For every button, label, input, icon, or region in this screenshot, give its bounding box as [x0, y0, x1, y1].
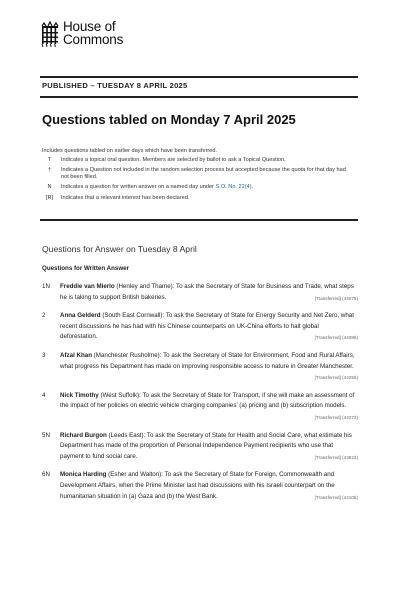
- member-name: Richard Burgon: [60, 431, 107, 439]
- question-body: [60, 391, 358, 424]
- question-text: To ask the Secretary of State for Transport, if she will make an assessment of the impact of her policies on electric vehicle charging companies’ (a) pricing and (b) subscription models.: [60, 391, 355, 410]
- published-date: PUBLISHED – TUESDAY 8 APRIL 2025: [42, 81, 188, 90]
- constituency: (West Suffolk):: [100, 391, 141, 399]
- legend-symbol: T: [47, 157, 52, 163]
- member-name: Anna Gelderd: [60, 312, 101, 320]
- legend-text-with-link: [61, 184, 352, 191]
- legend-symbol: N: [47, 184, 52, 191]
- member-name: Freddie van Mierlo: [60, 283, 115, 290]
- house-of-commons-logo: [40, 20, 123, 48]
- legend-text: Indicates a topical oral question. Members are selected by ballot to ask a Topical Question.: [61, 157, 286, 163]
- legend-symbol: †: [47, 167, 52, 174]
- question-number: 6N: [42, 471, 50, 479]
- standing-order-link[interactable]: S.O. No. 22(4): [215, 184, 252, 191]
- question-item: [42, 311, 358, 344]
- intro-text: Includes questions tabled on earlier days which have been transferred.: [42, 148, 218, 154]
- question-item: [42, 351, 358, 384]
- question-number: 3: [42, 351, 46, 359]
- header-rule-top: [40, 76, 358, 78]
- legend-text: Indicates a Question not included in the random selection process but accepted because the quota for that day had not been filled.: [61, 167, 346, 181]
- logo-line-1: House of: [63, 19, 116, 34]
- member-name: Afzal Khan: [60, 351, 92, 359]
- transferred-tag: [Transferred] (44273): [314, 414, 358, 420]
- legend-row: [42, 184, 352, 191]
- question-body: [60, 282, 358, 304]
- member-name: Monica Harding: [60, 471, 107, 479]
- logo-line-2: Commons: [63, 32, 124, 47]
- question-text: To ask the Secretary of State for Energy Security and Net Zero, what recent discussions he has had with his Chinese counterparts on UK-China efforts to halt global deforestation.: [60, 312, 354, 341]
- constituency: (Esher and Walton):: [108, 471, 163, 479]
- question-text: To ask the Secretary of State for Environment, Food and Rural Affairs, what progress his Department has made on improving responsible access to nature in Greater Manchester.: [60, 351, 355, 370]
- legend-text: Indicates that a relevant interest has been declared.: [61, 194, 190, 201]
- question-item: [42, 391, 358, 424]
- constituency: (Leeds East):: [108, 431, 146, 439]
- constituency: (Henley and Thame):: [116, 283, 175, 290]
- question-item: [42, 470, 358, 503]
- question-number: 4: [42, 391, 46, 399]
- portcullis-icon: [40, 20, 60, 48]
- transferred-tag: [Transferred] (43923): [314, 454, 358, 460]
- legend-rule: [40, 219, 358, 221]
- symbol-legend: [42, 157, 352, 205]
- constituency: (Manchester Rusholme):: [93, 351, 162, 359]
- sub-heading: Questions for Written Answer: [42, 265, 129, 272]
- transferred-tag: [Transferred] (44256): [314, 375, 358, 381]
- section-heading: Questions for Answer on Tuesday 8 April: [42, 244, 197, 254]
- question-text: To ask the Secretary of State for Foreign, Commonwealth and Development Affairs, when the Prime Minister last had discussions with his Israeli counterpart on the humanitarian situation in (a) Gaza and (b) the West Bank.: [60, 471, 335, 500]
- question-body: [60, 311, 358, 344]
- header-rule-bottom: [40, 96, 358, 98]
- question-number: 5N: [42, 431, 50, 439]
- transferred-tag: [Transferred] (44075): [314, 295, 358, 301]
- legend-text-suffix: .: [251, 184, 254, 191]
- page-title: Questions tabled on Monday 7 April 2025: [42, 112, 296, 127]
- question-list: [42, 282, 358, 503]
- question-text: To ask the Secretary of State for Business and Trade, what steps he is taking to support British bakeries.: [60, 283, 354, 301]
- legend-text: Indicates a question for written answer on a named day under: [61, 184, 216, 191]
- question-body: [60, 470, 358, 503]
- question-item: [42, 431, 358, 464]
- legend-symbol: [R]: [45, 194, 54, 201]
- constituency: (South East Cornwall):: [102, 312, 165, 320]
- question-text: To ask the Secretary of State for Health and Social Care, what estimate his Department has made of the proportion of Personal Independence Payment recipients who use that payment to fund social care.: [60, 431, 352, 460]
- legend-row: [42, 195, 352, 202]
- legend-row: [42, 167, 352, 181]
- question-item: [42, 282, 358, 304]
- transferred-tag: [Transferred] (44105): [314, 494, 358, 500]
- question-number: 1N: [42, 283, 50, 290]
- logo-wordmark: [63, 20, 123, 46]
- question-body: [60, 431, 358, 464]
- question-number: 2: [42, 312, 46, 320]
- question-body: [60, 351, 358, 384]
- legend-row: [42, 157, 352, 164]
- member-name: Nick Timothy: [60, 391, 99, 399]
- transferred-tag: [Transferred] (44386): [314, 335, 358, 341]
